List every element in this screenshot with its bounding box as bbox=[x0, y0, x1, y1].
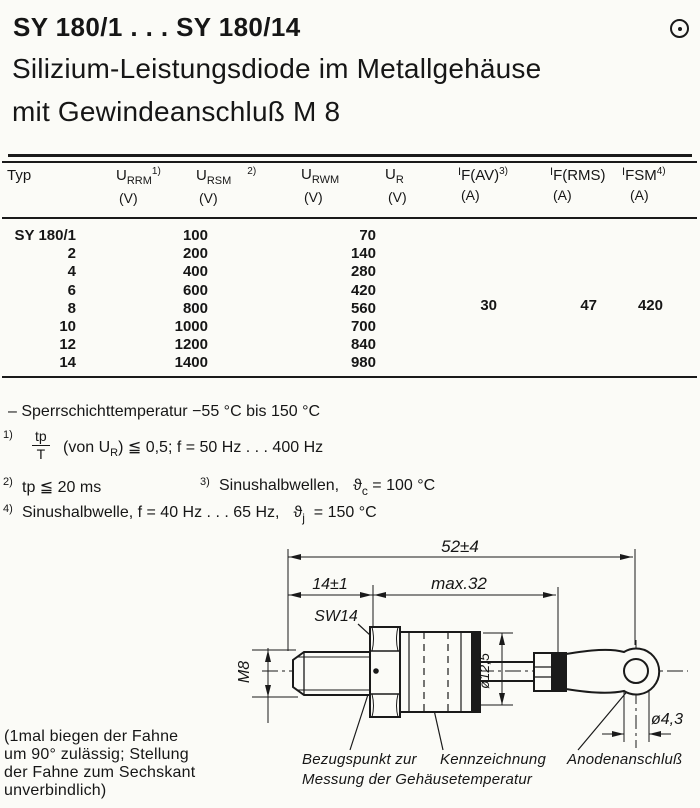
urwm-value: 140 bbox=[350, 245, 376, 262]
marking-label: Kennzeichnung bbox=[440, 751, 547, 768]
unit-label: (A) bbox=[630, 187, 649, 203]
table-row-typ: 6 bbox=[67, 282, 76, 299]
urwm-value: 700 bbox=[350, 318, 376, 335]
dim-thread-length-label: 14±1 bbox=[312, 576, 348, 593]
urrm-value: 600 bbox=[182, 282, 208, 299]
table-row-typ: 8 bbox=[67, 300, 76, 317]
unit-label: (A) bbox=[553, 187, 572, 203]
ifav-value: 30 bbox=[480, 297, 497, 314]
footnote-2-marker: 2) bbox=[3, 476, 13, 488]
table-rule-header bbox=[2, 217, 697, 219]
urrm-value: 200 bbox=[182, 245, 208, 262]
unit-label: (A) bbox=[461, 187, 480, 203]
dim-line-thread bbox=[252, 648, 298, 723]
ref-point-label-line2: Messung der Gehäusetemperatur bbox=[302, 771, 533, 788]
footnote-4-marker: 4) bbox=[3, 503, 13, 515]
junction-temp-note: – Sperrschichttemperatur −55 °C bis 150 °C bbox=[8, 403, 321, 420]
col-header-urrm: $U_{RRM}^{1)}$ (V) bbox=[116, 166, 161, 206]
urwm-value: 70 bbox=[359, 227, 376, 244]
table-row-typ: 12 bbox=[59, 336, 76, 353]
anode-label: Anodenanschluß bbox=[567, 751, 683, 768]
wrench-size-label: SW14 bbox=[314, 608, 358, 625]
ifsm-value: 420 bbox=[637, 297, 663, 314]
dim-case-dia-label: ø12,5 bbox=[476, 653, 492, 689]
footnote-1-marker: 1) bbox=[3, 429, 13, 441]
table-rule-top bbox=[2, 161, 697, 163]
page-title: SY 180/1 . . . SY 180/14 bbox=[13, 12, 301, 42]
ref-point-label-line1: Bezugspunkt zur bbox=[302, 751, 417, 768]
table-row-typ: 14 bbox=[59, 354, 76, 371]
urwm-value: 980 bbox=[350, 354, 376, 371]
bend-note-line: unverbindlich) bbox=[4, 782, 107, 799]
table-rule-bottom bbox=[2, 376, 697, 378]
subtitle-line-1: Silizium-Leistungsdiode im Metallgehäuse bbox=[12, 53, 542, 84]
duty-cycle-fraction: $\frac{tp}{T}$ bbox=[32, 429, 50, 462]
footnote-4-text: Sinushalbwelle, f = 40 Hz . . . 65 Hz, $ϑ_j = 150$ °C bbox=[22, 504, 377, 525]
unit-label: (V) bbox=[388, 189, 407, 205]
urrm-value: 1400 bbox=[174, 354, 208, 371]
urwm-value: 420 bbox=[350, 282, 376, 299]
urrm-value: 100 bbox=[182, 227, 208, 244]
unit-label: (V) bbox=[119, 190, 138, 206]
urwm-value: 560 bbox=[350, 300, 376, 317]
col-header-ursm: $U_{RSM}^{2)}$ (V) bbox=[196, 166, 257, 206]
title-divider bbox=[8, 154, 692, 157]
unit-label: (V) bbox=[304, 189, 323, 205]
footnote-3-marker: 3) bbox=[200, 476, 210, 488]
case-body bbox=[400, 632, 480, 712]
urwm-value: 840 bbox=[350, 336, 376, 353]
circle-dot-icon bbox=[670, 19, 689, 38]
subtitle-line-2: mit Gewindeanschluß M 8 bbox=[12, 96, 341, 127]
ifrms-value: 47 bbox=[580, 297, 597, 314]
mounting-hole bbox=[624, 659, 648, 683]
table-row-typ: 4 bbox=[67, 263, 76, 280]
urrm-value: 800 bbox=[182, 300, 208, 317]
table-row-typ: SY 180/1 bbox=[14, 227, 76, 244]
footnote-1-text: (von $U_R$) ≦ 0,5; f = 50 Hz . . . 400 Hz bbox=[63, 439, 324, 459]
urrm-value: 1200 bbox=[174, 336, 208, 353]
bend-note-line: der Fahne zum Sechskant bbox=[4, 764, 196, 781]
dim-hole-dia-label: ø4,3 bbox=[651, 711, 684, 728]
urrm-value: 400 bbox=[182, 263, 208, 280]
col-header-ifav: $^I$F(AV)$^{3)}$ (A) bbox=[458, 166, 509, 203]
urrm-value: 1000 bbox=[174, 318, 208, 335]
urwm-value: 280 bbox=[350, 263, 376, 280]
dim-body-length-label: max.32 bbox=[431, 574, 487, 593]
bend-note bbox=[4, 728, 195, 800]
dim-overall-label: 52±4 bbox=[441, 537, 479, 556]
thread-label: M8 bbox=[236, 660, 253, 684]
unit-label: (V) bbox=[199, 190, 218, 206]
footnote-2-text: tp ≦ 20 ms bbox=[22, 479, 102, 496]
col-header-urwm: $U_{RWM}$ (V) bbox=[301, 166, 340, 205]
col-header-ifrms: $^I$F(RMS) (A) bbox=[550, 166, 606, 203]
col-header-ur: $U_R$ (V) bbox=[385, 166, 407, 205]
col-header-ifsm: $^I$FSM$^{4)}$ (A) bbox=[622, 166, 666, 203]
reference-point-dot bbox=[373, 668, 379, 674]
table-row-typ: 10 bbox=[59, 318, 76, 335]
footnote-3-text: Sinushalbwellen, $ϑ_c = 100$ °C bbox=[219, 477, 436, 498]
bend-note-line: um 90° zulässig; Stellung bbox=[4, 746, 189, 763]
col-header-typ: Typ bbox=[7, 167, 32, 184]
bend-note-line: (1mal biegen der Fahne bbox=[4, 728, 179, 745]
table-row-typ: 2 bbox=[67, 245, 76, 262]
